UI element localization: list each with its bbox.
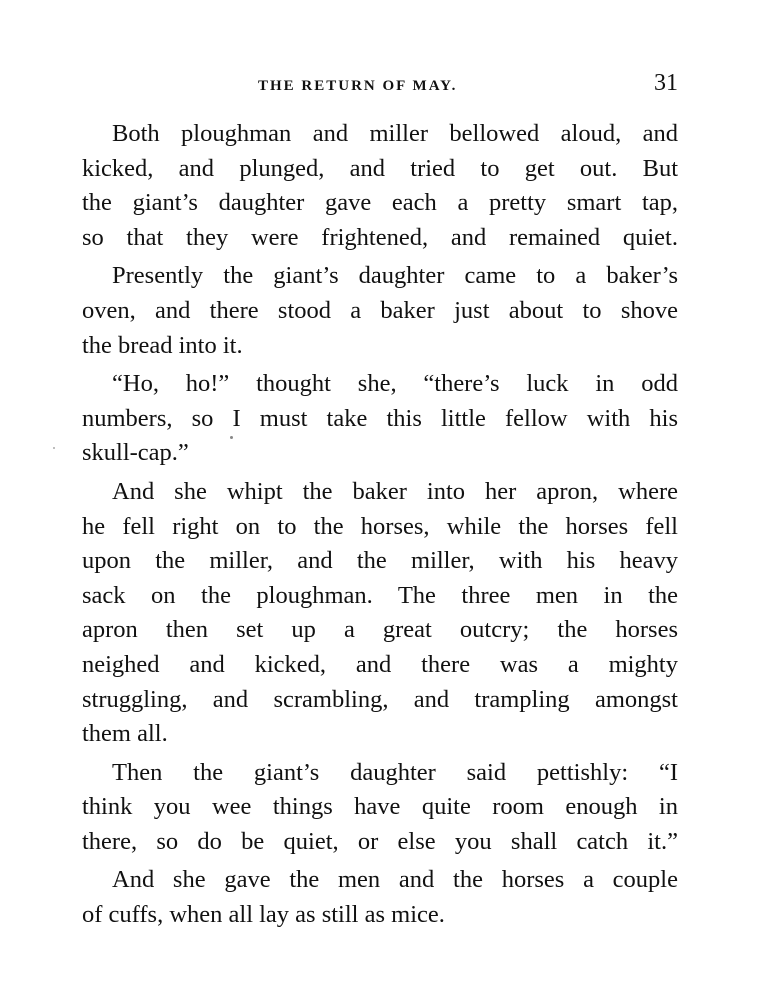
text-line: neighed and kicked, and there was a mighty bbox=[82, 650, 678, 678]
text-line: Both ploughman and miller bellowed aloud, and bbox=[112, 120, 678, 147]
text-line: “Ho, ho!” thought she, “there’s luck in odd bbox=[112, 370, 678, 398]
text-line: of cuffs, when all lay as still as mice. bbox=[82, 901, 445, 929]
paragraph bbox=[82, 367, 678, 471]
text-line: sack on the ploughman. The three men in the bbox=[82, 581, 678, 609]
text-line: skull-cap.” bbox=[82, 439, 189, 467]
text-line: And she whipt the baker into her apron, where bbox=[112, 477, 678, 505]
text-line: he fell right on to the horses, while the horses fell bbox=[82, 512, 678, 540]
print-speck bbox=[230, 436, 233, 439]
paragraph bbox=[82, 756, 678, 860]
text-line: oven, and there stood a baker just about to shove bbox=[82, 296, 678, 324]
text-line: And she gave the men and the horses a couple bbox=[112, 866, 678, 894]
running-head bbox=[82, 64, 678, 104]
text-line: the bread into it. bbox=[82, 331, 243, 359]
text-line: Presently the giant’s daughter came to a baker’s bbox=[112, 262, 678, 290]
paragraph bbox=[82, 259, 678, 363]
page-number: 31 bbox=[654, 70, 678, 96]
text-line: kicked, and plunged, and tried to get out. But bbox=[82, 154, 678, 182]
text-line: apron then set up a great outcry; the horses bbox=[82, 616, 678, 644]
paragraph bbox=[82, 863, 678, 932]
text-line: so that they were frightened, and remained quiet. bbox=[82, 223, 678, 251]
text-line: them all. bbox=[82, 720, 168, 748]
text-line: think you wee things have quite room enough in bbox=[82, 793, 678, 821]
print-speck bbox=[53, 447, 55, 449]
text-line: Then the giant’s daughter said pettishly: “I bbox=[112, 758, 678, 786]
paragraph bbox=[82, 117, 678, 255]
paragraph bbox=[82, 475, 678, 752]
running-title: THE RETURN OF MAY. bbox=[258, 78, 458, 94]
text-line: struggling, and scrambling, and trampling amongst bbox=[82, 685, 678, 713]
text-line: numbers, so I must take this little fellow with his bbox=[82, 404, 678, 432]
body-text bbox=[82, 117, 678, 937]
text-line: upon the miller, and the miller, with his heavy bbox=[82, 547, 678, 575]
text-line: the giant’s daughter gave each a pretty smart tap, bbox=[82, 189, 678, 217]
text-line: there, so do be quiet, or else you shall catch it.” bbox=[82, 827, 678, 855]
